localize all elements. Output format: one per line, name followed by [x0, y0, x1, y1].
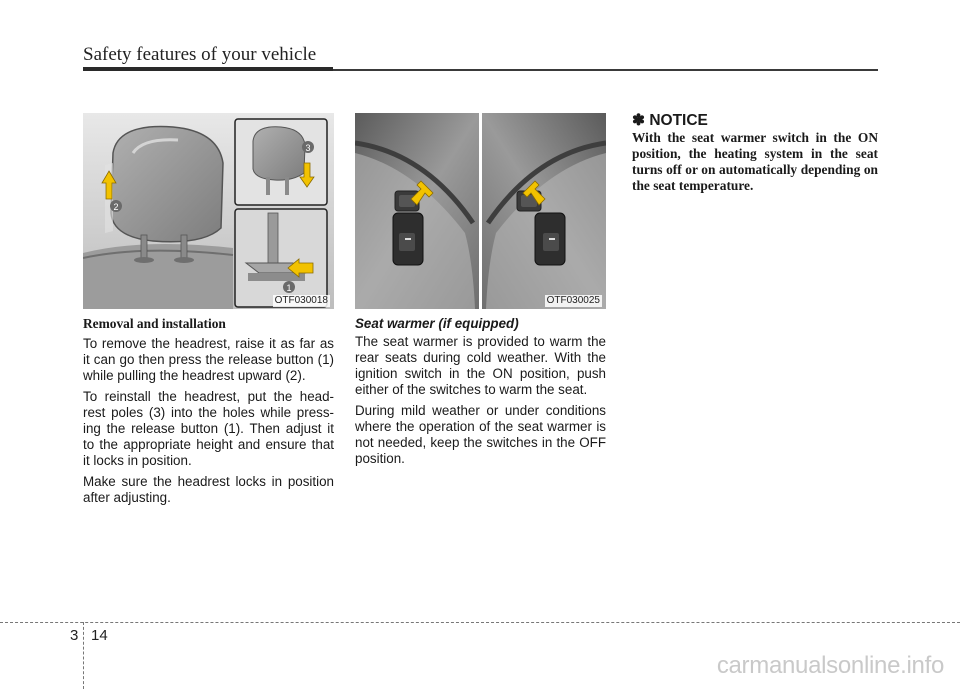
seat-warmer-section	[355, 316, 606, 472]
headrest-figure	[83, 113, 334, 309]
header-rule-thick	[83, 67, 333, 71]
headrest-illustration	[83, 113, 334, 309]
footer-rule	[0, 622, 960, 623]
seat-warmer-illustration	[355, 113, 606, 309]
paragraph: Make sure the headrest locks in position after adjusting.	[83, 474, 334, 505]
watermark: carmanualsonline.info	[716, 652, 944, 679]
paragraph: To reinstall the headrest, put the head- rest poles (3) into the holes while press- ing the release button (1). Then adjust it to the appropriate height and ensure that it locks in position.	[83, 389, 334, 468]
notice-title: NOTICE	[649, 112, 708, 129]
section-heading: Seat warmer (if equipped)	[355, 316, 519, 331]
callout-2: 2	[113, 202, 119, 212]
removal-installation-section	[83, 316, 334, 511]
page-header-title: Safety features of your vehicle	[83, 44, 317, 65]
header-rule-thin	[333, 69, 878, 71]
footer-divider	[83, 622, 84, 689]
notice-symbol-icon: ✽	[632, 112, 645, 129]
page-number: 14	[91, 627, 108, 644]
callout-3: 3	[305, 143, 311, 153]
chapter-number: 3	[70, 627, 79, 644]
notice-body: With the seat warmer switch in the ON position, the heating system in the seat turns off or on automatically depending on the seat temperature.	[632, 130, 878, 193]
callout-1: 1	[286, 283, 292, 293]
figure-code: OTF030025	[546, 295, 600, 306]
paragraph: The seat warmer is provided to warm the rear seats during cold weather. With the ignition switch in the ON position, push either of the switches to warm the seat.	[355, 334, 606, 397]
paragraph: To remove the headrest, raise it as far as it can go then press the release button (1) while pulling the headrest upward (2).	[83, 336, 334, 383]
section-heading: Removal and installation	[83, 316, 226, 331]
seat-warmer-figure	[355, 113, 606, 309]
figure-code: OTF030018	[274, 295, 328, 306]
paragraph: During mild weather or under conditions where the operation of the seat warmer is not needed, keep the switches in the OFF position.	[355, 403, 606, 466]
notice-heading	[632, 111, 708, 130]
